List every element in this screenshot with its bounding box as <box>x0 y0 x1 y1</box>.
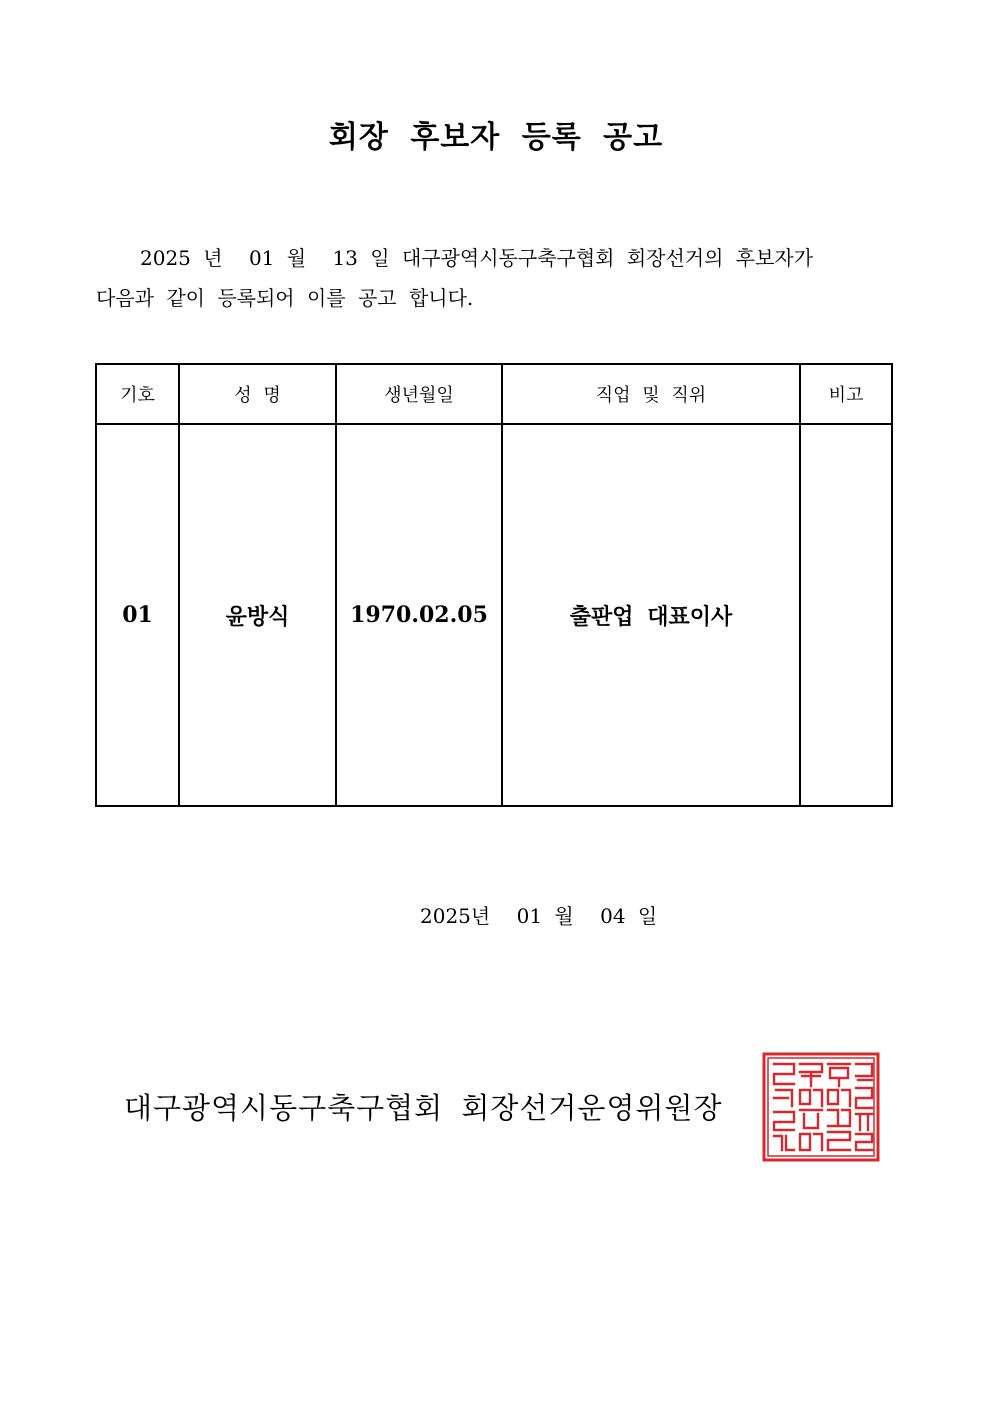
header-number: 기호 <box>96 364 179 424</box>
cell-birthdate: 1970.02.05 <box>336 424 502 806</box>
document-title: 회장 후보자 등록 공고 <box>328 120 664 155</box>
signatory: 대구광역시동구축구협회 회장선거운영위원장 <box>124 1091 723 1125</box>
intro-year-unit: 년 <box>203 246 223 270</box>
announcement-text <box>96 238 898 318</box>
date-day: 04 <box>600 904 626 928</box>
table-row <box>96 424 892 806</box>
intro-day-unit: 일 <box>370 246 390 270</box>
intro-line1-rest: 대구광역시동구축구협회 회장선거의 후보자가 <box>401 246 814 270</box>
intro-day: 13 <box>332 246 358 270</box>
date-year: 2025 <box>420 904 471 928</box>
candidate-table <box>95 363 893 807</box>
date-month-unit: 월 <box>554 904 574 928</box>
announcement-date <box>420 900 657 929</box>
cell-number: 01 <box>96 424 179 806</box>
intro-month: 01 <box>248 246 275 270</box>
intro-year: 2025 <box>140 246 191 270</box>
cell-name: 윤방식 <box>179 424 336 806</box>
header-remarks: 비고 <box>800 364 892 424</box>
date-month: 01 <box>516 904 543 928</box>
cell-occupation: 출판업 대표이사 <box>502 424 800 806</box>
official-seal-icon <box>762 1052 880 1162</box>
intro-month-unit: 월 <box>286 246 307 270</box>
header-birthdate: 생년월일 <box>336 364 502 424</box>
date-year-unit: 년 <box>470 904 491 928</box>
header-occupation: 직업 및 직위 <box>502 364 800 424</box>
table-header-row <box>96 364 892 424</box>
header-name: 성 명 <box>179 364 336 424</box>
announcement-line-2: 다음과 같이 등록되어 이를 공고 합니다. <box>96 286 474 310</box>
cell-remarks <box>800 424 892 806</box>
announcement-line-1 <box>96 238 898 278</box>
date-day-unit: 일 <box>637 904 658 928</box>
